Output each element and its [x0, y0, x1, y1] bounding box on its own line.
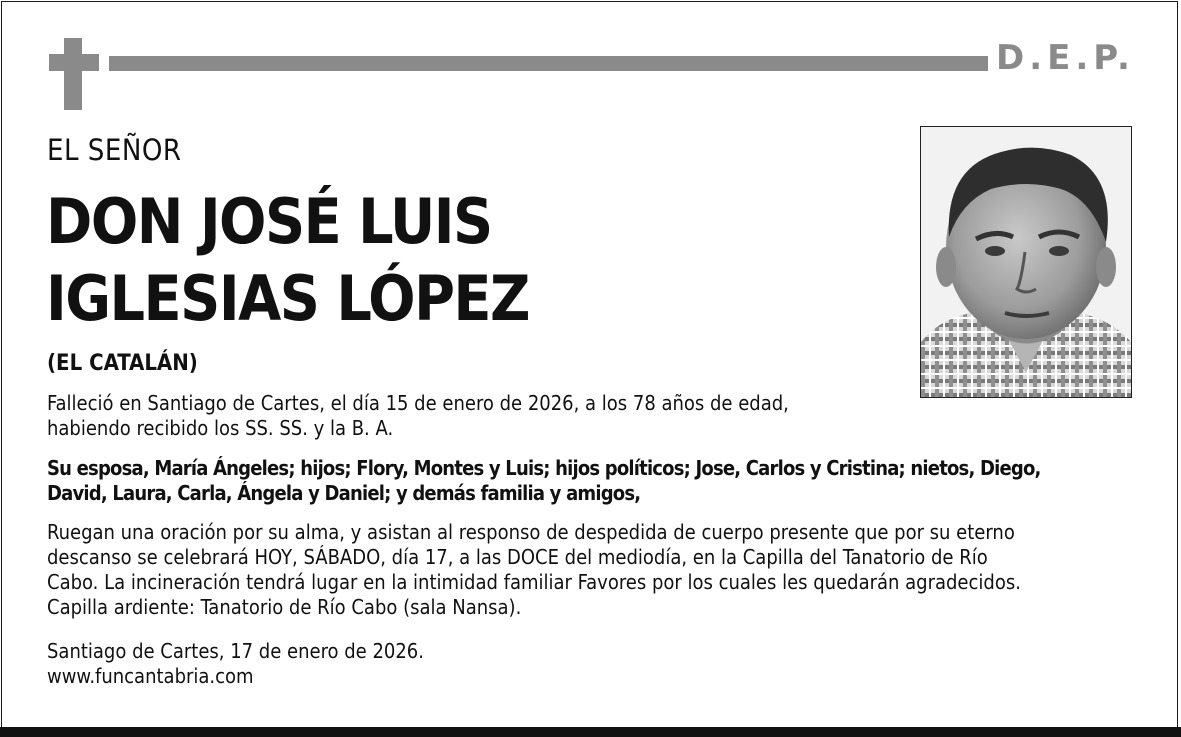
closing [47, 639, 847, 689]
portrait-illustration [921, 127, 1131, 397]
family-line: David, Laura, Carla, Ángela y Daniel; y demás familia y amigos, [47, 481, 641, 505]
deceased-photo [920, 126, 1132, 398]
place-date: Santiago de Cartes, 17 de enero de 2026. [47, 639, 424, 663]
website-link[interactable]: www.funcantabria.com [47, 664, 254, 688]
ceremony-details [47, 520, 1137, 620]
deceased-name [46, 183, 866, 337]
nickname: (EL CATALÁN) [47, 351, 198, 376]
death-notice-line: Falleció en Santiago de Cartes, el día 15 de enero de 2026, a los 78 años de edad, [47, 391, 789, 415]
ceremony-line: Cabo. La incineración tendrá lugar en la intimidad familiar Favores por los cuales les quedarán agradecidos. [47, 570, 1021, 594]
family-line: Su esposa, María Ángeles; hijos; Flory, Montes y Luis; hijos políticos; Jose, Carlos y Cristina; nietos, Diego, [47, 456, 1041, 480]
honorific-label: EL SEÑOR [47, 133, 182, 167]
deceased-name-line-1: DON JOSÉ LUIS [46, 185, 492, 258]
dep-label: D.E.P. [996, 38, 1135, 78]
header-rule [109, 56, 988, 71]
bottom-border [0, 727, 1181, 737]
cross-horizontal-bar [49, 54, 99, 71]
death-notice [47, 391, 867, 441]
ceremony-line: Capilla ardiente: Tanatorio de Río Cabo (sala Nansa). [47, 595, 522, 619]
family-list [47, 456, 1142, 506]
deceased-name-line-2: IGLESIAS LÓPEZ [46, 262, 529, 335]
ceremony-line: descanso se celebrará HOY, SÁBADO, día 17, a las DOCE del mediodía, en la Capilla del Tanatorio de Río [47, 545, 988, 569]
cross-vertical-bar [64, 38, 82, 110]
ceremony-line: Ruegan una oración por su alma, y asistan al responso de despedida de cuerpo presente que por su eterno [47, 520, 1015, 544]
death-notice-line: habiendo recibido los SS. SS. y la B. A. [47, 416, 394, 440]
